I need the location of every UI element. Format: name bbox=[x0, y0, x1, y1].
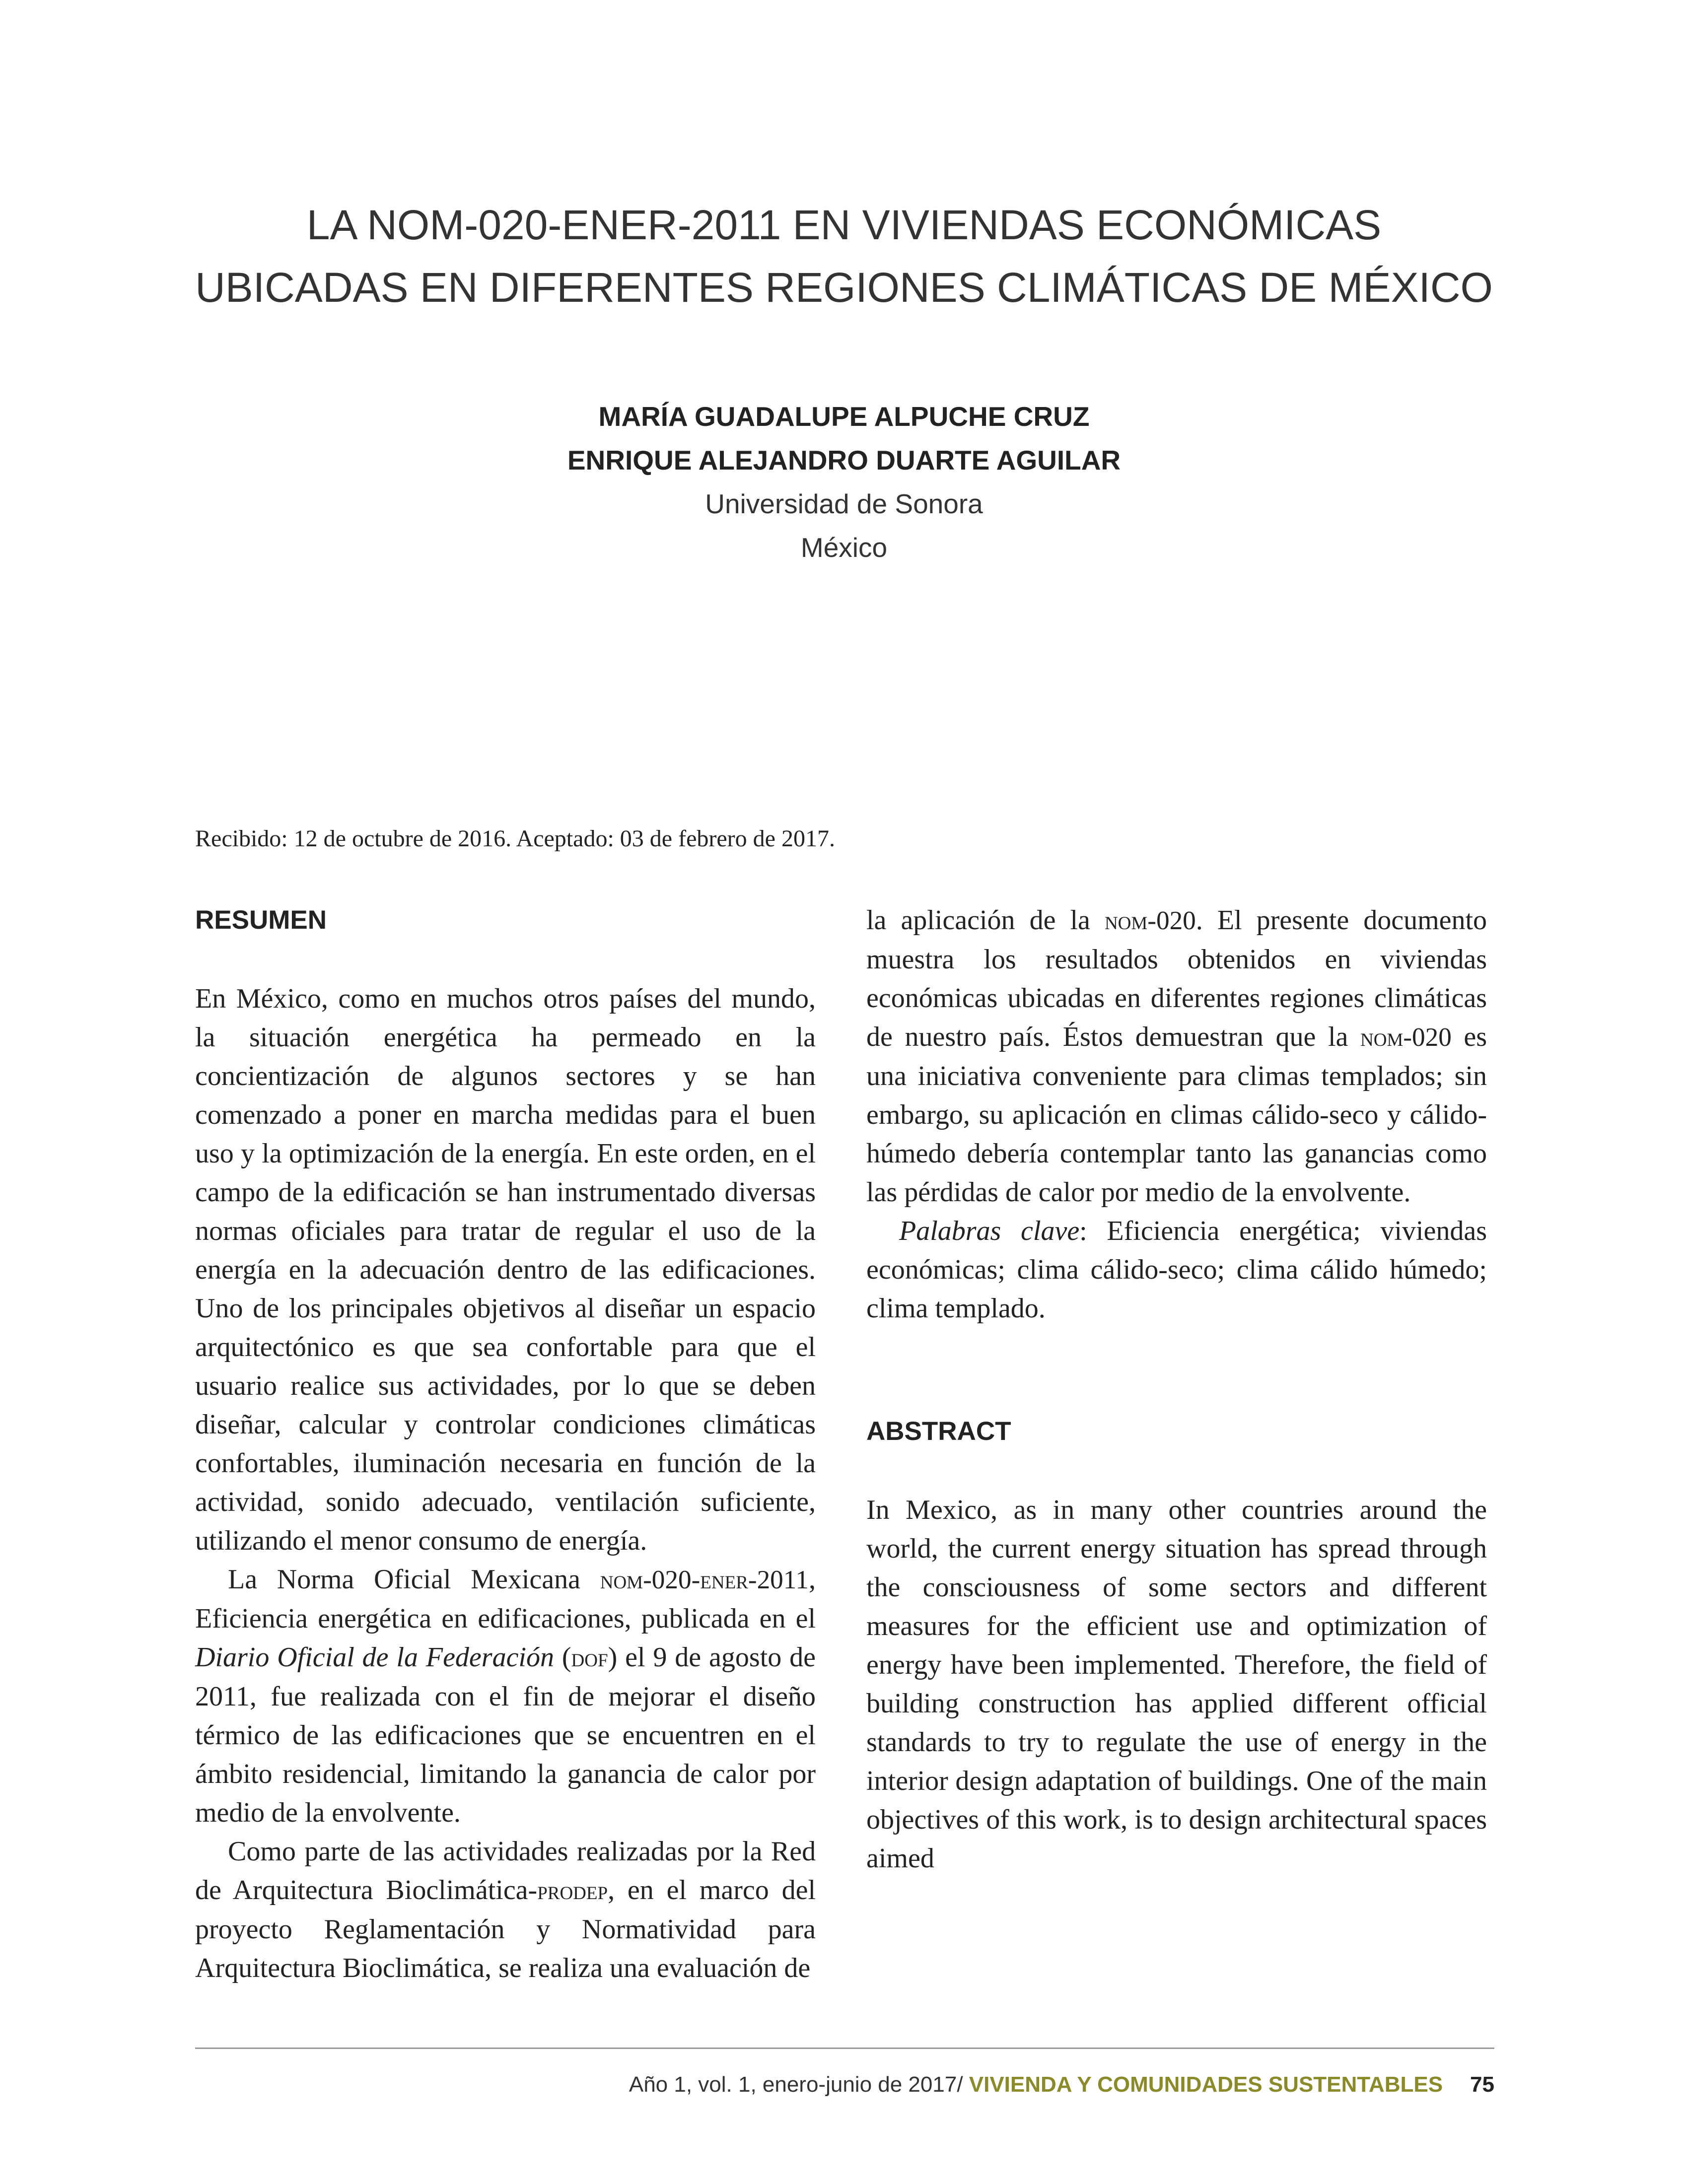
standard-code: nom-020 bbox=[1360, 1023, 1452, 1052]
author-block bbox=[298, 395, 1390, 569]
title-line-2: UBICADAS EN DIFERENTES REGIONES CLIMÁTICAS DE MÉXICO bbox=[195, 264, 1493, 311]
author-institution: Universidad de Sonora bbox=[705, 488, 983, 519]
author-name: ENRIQUE ALEJANDRO DUARTE AGUILAR bbox=[567, 445, 1121, 476]
page-number: 75 bbox=[1470, 2072, 1494, 2097]
article-title bbox=[124, 194, 1564, 319]
right-column bbox=[866, 901, 1487, 1878]
section-heading-resumen: RESUMEN bbox=[195, 905, 327, 935]
title-line-1: LA NOM-020-ENER-2011 EN VIVIENDAS ECONÓMICAS bbox=[306, 202, 1382, 248]
publication-name: Diario Oficial de la Federación bbox=[195, 1642, 554, 1673]
text-run: , Eficiencia energética en edificaciones, publicada en el bbox=[195, 1564, 816, 1634]
body-paragraph: En México, como en muchos otros países del mundo, la situación energética ha permeado en la concientización de algunos sectores y se han comenzado a poner en marcha medidas para el buen uso y la optimización de la energía. En este orden, en el campo de la edificación se han instrumentado diversas normas oficiales para tratar de regular el uso de la energía en la adecuación dentro de las edificaciones. Uno de los principales objetivos al diseñar un espacio arquitectónico es que sea confortable para que el usuario realice sus actividades, por lo que se deben diseñar, calcular y controlar condiciones climáticas confortables, iluminación necesaria en función de la actividad, sonido adecuado, ventilación suficiente, utilizando el menor consumo de energía. bbox=[195, 983, 816, 1556]
author-name: MARÍA GUADALUPE ALPUCHE CRUZ bbox=[598, 401, 1090, 432]
standard-code: nom-020 bbox=[1104, 906, 1196, 935]
received-dates: Recibido: 12 de octubre de 2016. Aceptado: 03 de febrero de 2017. bbox=[195, 825, 835, 852]
text-run: ( bbox=[554, 1642, 571, 1673]
standard-code: nom-020-ener-2011 bbox=[600, 1565, 809, 1594]
footer-issue: Año 1, vol. 1, enero-junio de 2017/ bbox=[629, 2072, 969, 2097]
body-paragraph: Como parte de las actividades realizadas por la Red de Arquitectura Bioclimática-prodep, en el marco del proyecto Reglamentación y Normatividad para Arquitectura Bioclimática, se realiza una evaluación de bbox=[195, 1836, 816, 1983]
keywords-list: : Eficiencia energética; viviendas económicas; clima cálido-seco; clima cálido húmedo; clima templado. bbox=[866, 1216, 1487, 1324]
keywords-label: Palabras clave bbox=[899, 1216, 1080, 1246]
page-footer bbox=[195, 2070, 1494, 2100]
body-paragraph bbox=[195, 1560, 816, 1832]
footer-divider bbox=[195, 2048, 1494, 2049]
footer-journal-name: VIVIENDA Y COMUNIDADES SUSTENTABLES bbox=[969, 2072, 1443, 2097]
acronym: dof bbox=[571, 1643, 608, 1672]
text-run: ) el 9 de agosto de 2011, fue realizada con el fin de mejorar el diseño térmico de las edificaciones que se encuentren en el ámbito residencial, limitando la ganancia de calor por medio de la envolvente. bbox=[195, 1642, 816, 1828]
left-column bbox=[195, 901, 816, 1987]
body-paragraph-continued: la aplicación de la nom-020. El presente documento muestra los resultados obtenidos en viviendas económicas ubicadas en diferentes regiones climáticas de nuestro país. Éstos demuestran que la nom-020 es una iniciativa conveniente para climas templados; sin embargo, su aplicación en climas cálido-seco y cálido-húmedo debería contemplar tanto las ganancias como las pérdidas de calor por medio de la envolvente. bbox=[866, 905, 1487, 1208]
author-country: México bbox=[800, 532, 888, 563]
section-heading-abstract: ABSTRACT bbox=[866, 1417, 1011, 1446]
text-run: La Norma Oficial Mexicana bbox=[228, 1564, 600, 1595]
acronym: prodep bbox=[537, 1876, 608, 1905]
keywords bbox=[866, 1212, 1487, 1328]
abstract-paragraph: In Mexico, as in many other countries around the world, the current energy situation has spread through the consciousness of some sectors and different measures for the efficient use and optimization of energy have been implemented. Therefore, the field of building construction has applied different official standards to try to regulate the use of energy in the interior design adaptation of buildings. One of the main objectives of this work, is to design architectural spaces aimed bbox=[866, 1495, 1487, 1874]
section-spacer bbox=[866, 1328, 1487, 1412]
